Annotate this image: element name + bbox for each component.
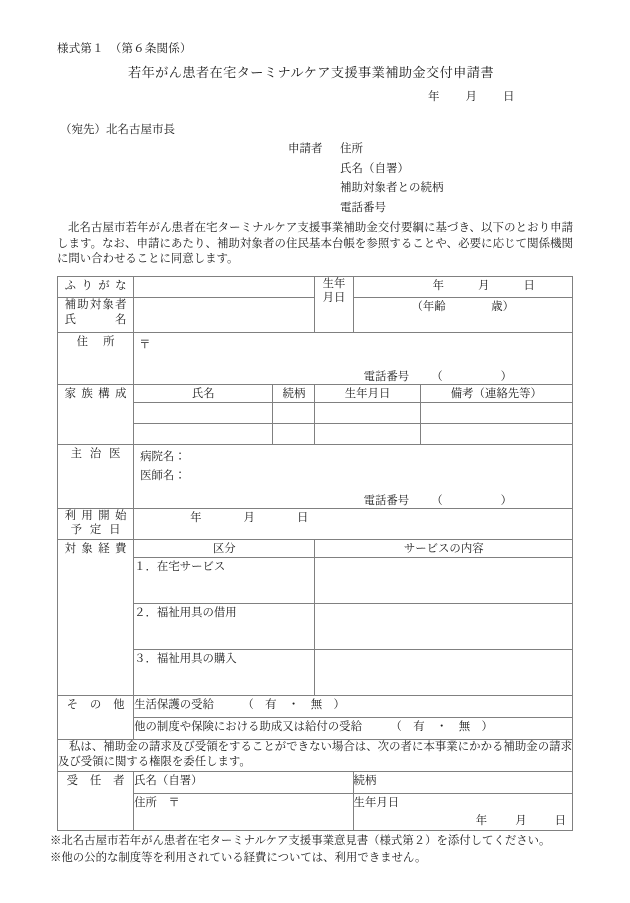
other-welfare-option[interactable]: 生活保護の受給 （ 有 ・ 無 ） <box>134 696 573 718</box>
applicant-block <box>288 140 444 218</box>
expense-category-equipment-rental: ２．福祉用具の借用 <box>134 604 315 650</box>
applicant-name-row <box>288 160 444 180</box>
expense-header-row <box>58 540 573 558</box>
family-col-relation: 続柄 <box>273 385 315 403</box>
family-row <box>58 403 573 424</box>
expense-content-home-service[interactable] <box>315 558 573 604</box>
family-col-name: 氏名 <box>134 385 273 403</box>
start-date-label: 利用開始 予定日 <box>58 509 134 540</box>
furigana-row <box>58 277 573 298</box>
footer-note-2: ※他の公的な制度等を利用されている経費については、利用できません。 <box>50 851 427 864</box>
family-col-birthdate: 生年月日 <box>315 385 420 403</box>
family-cell-remarks[interactable] <box>420 424 572 445</box>
target-age-input[interactable]: （年齢 歳） <box>353 298 572 333</box>
applicant-tel-row <box>288 199 444 219</box>
expense-row <box>58 650 573 696</box>
application-form-table <box>57 276 573 831</box>
other-label: その他 <box>58 696 134 740</box>
hospital-name-label: 病院名： <box>140 451 186 463</box>
other-benefit-option[interactable]: 他の制度や保険における助成又は給付の受給 （ 有 ・ 無 ） <box>134 718 573 740</box>
header-date-month: 月 <box>465 91 477 103</box>
expense-content-equipment-rental[interactable] <box>315 604 573 650</box>
applicant-field-tel: 電話番号 <box>340 201 386 214</box>
applicant-field-relation: 補助対象者との続柄 <box>340 182 444 195</box>
header-date-day: 日 <box>503 91 515 103</box>
furigana-label: ふりがな <box>58 277 134 298</box>
header-date-year: 年 <box>428 91 440 103</box>
family-cell-remarks[interactable] <box>420 403 572 424</box>
family-header-row <box>58 385 573 403</box>
address-label: 住所 <box>58 333 134 385</box>
birthdate-input[interactable]: 年 月 日 <box>353 277 572 298</box>
expense-category-equipment-purchase: ３．福祉用具の購入 <box>134 650 315 696</box>
applicant-field-name: 氏名（自署） <box>340 162 409 175</box>
start-date-input[interactable]: 年 月 日 <box>134 509 573 540</box>
postal-mark: 〒 <box>139 339 151 351</box>
start-date-row <box>58 509 573 540</box>
doctor-name-label: 医師名： <box>140 470 186 482</box>
other-row-welfare <box>58 696 573 718</box>
family-row <box>58 424 573 445</box>
family-label: 家族構成 <box>58 385 134 445</box>
delegate-address-row <box>58 793 573 830</box>
applicant-field-address: 住所 <box>340 143 363 155</box>
address-row <box>58 333 573 385</box>
doctor-label: 主治医 <box>58 445 134 509</box>
delegate-name-row <box>58 771 573 793</box>
intro-paragraph: 北名古屋市若年がん患者在宅ターミナルケア支援事業補助金交付要綱に基づき、以下のとおり申請します。なお、申請にあたり、補助対象者の住民基本台帳を参照することや、必要に応じて関係機関に問い合わせることに同意します。 <box>57 222 573 266</box>
applicant-relation-row <box>288 179 444 199</box>
doctor-row <box>58 445 573 509</box>
header-date-line <box>428 88 515 104</box>
footer-note-1: ※北名古屋市若年がん患者在宅ターミナルケア支援事業意見書（様式第２）を添付してください。 <box>50 835 551 847</box>
delegation-statement: 私は、補助金の請求及び受領をすることができない場合は、次の者に本事業にかかる補助金の請求及び受領に関する権限を委任します。 <box>58 740 573 772</box>
family-cell-name[interactable] <box>134 403 273 424</box>
doctor-tel-line: 電話番号 （ ） <box>363 495 512 507</box>
expense-row <box>58 558 573 604</box>
footer-notes <box>50 833 590 866</box>
expense-col-content: サービスの内容 <box>315 540 573 558</box>
expense-label: 対象経費 <box>58 540 134 696</box>
delegate-address-input[interactable]: 住所 〒 <box>134 793 353 830</box>
applicant-address-row <box>288 140 444 160</box>
document-title: 若年がん患者在宅ターミナルケア支援事業補助金交付申請書 <box>128 65 494 80</box>
family-cell-relation[interactable] <box>273 403 315 424</box>
delegate-name-input[interactable]: 氏名（自署） <box>134 771 353 793</box>
family-cell-birthdate[interactable] <box>315 424 420 445</box>
family-cell-relation[interactable] <box>273 424 315 445</box>
target-name-label: 補助対象者 氏 名 <box>58 298 134 333</box>
expense-content-equipment-purchase[interactable] <box>315 650 573 696</box>
address-input[interactable] <box>134 333 573 385</box>
expense-col-category: 区分 <box>134 540 315 558</box>
furigana-input[interactable] <box>134 277 315 298</box>
family-cell-name[interactable] <box>134 424 273 445</box>
family-col-remarks: 備考（連絡先等） <box>420 385 572 403</box>
delegate-relation-input[interactable]: 続柄 <box>353 771 572 793</box>
form-number: 様式第１ （第６条関係） <box>57 43 192 55</box>
birthdate-label: 生年 月日 <box>315 277 353 333</box>
addressee: （宛先）北名古屋市長 <box>60 124 175 136</box>
other-row-benefit <box>58 718 573 740</box>
doctor-input[interactable] <box>134 445 573 509</box>
address-tel-line: 電話番号 （ ） <box>363 371 512 383</box>
delegate-label: 受任者 <box>58 771 134 830</box>
delegate-birthdate-input[interactable]: 生年月日 年 月 日 <box>353 793 572 830</box>
target-name-input[interactable] <box>134 298 315 333</box>
family-cell-birthdate[interactable] <box>315 403 420 424</box>
delegation-statement-row <box>58 740 573 772</box>
expense-row <box>58 604 573 650</box>
applicant-label: 申請者 <box>288 143 323 155</box>
expense-category-home-service: １．在宅サービス <box>134 558 315 604</box>
